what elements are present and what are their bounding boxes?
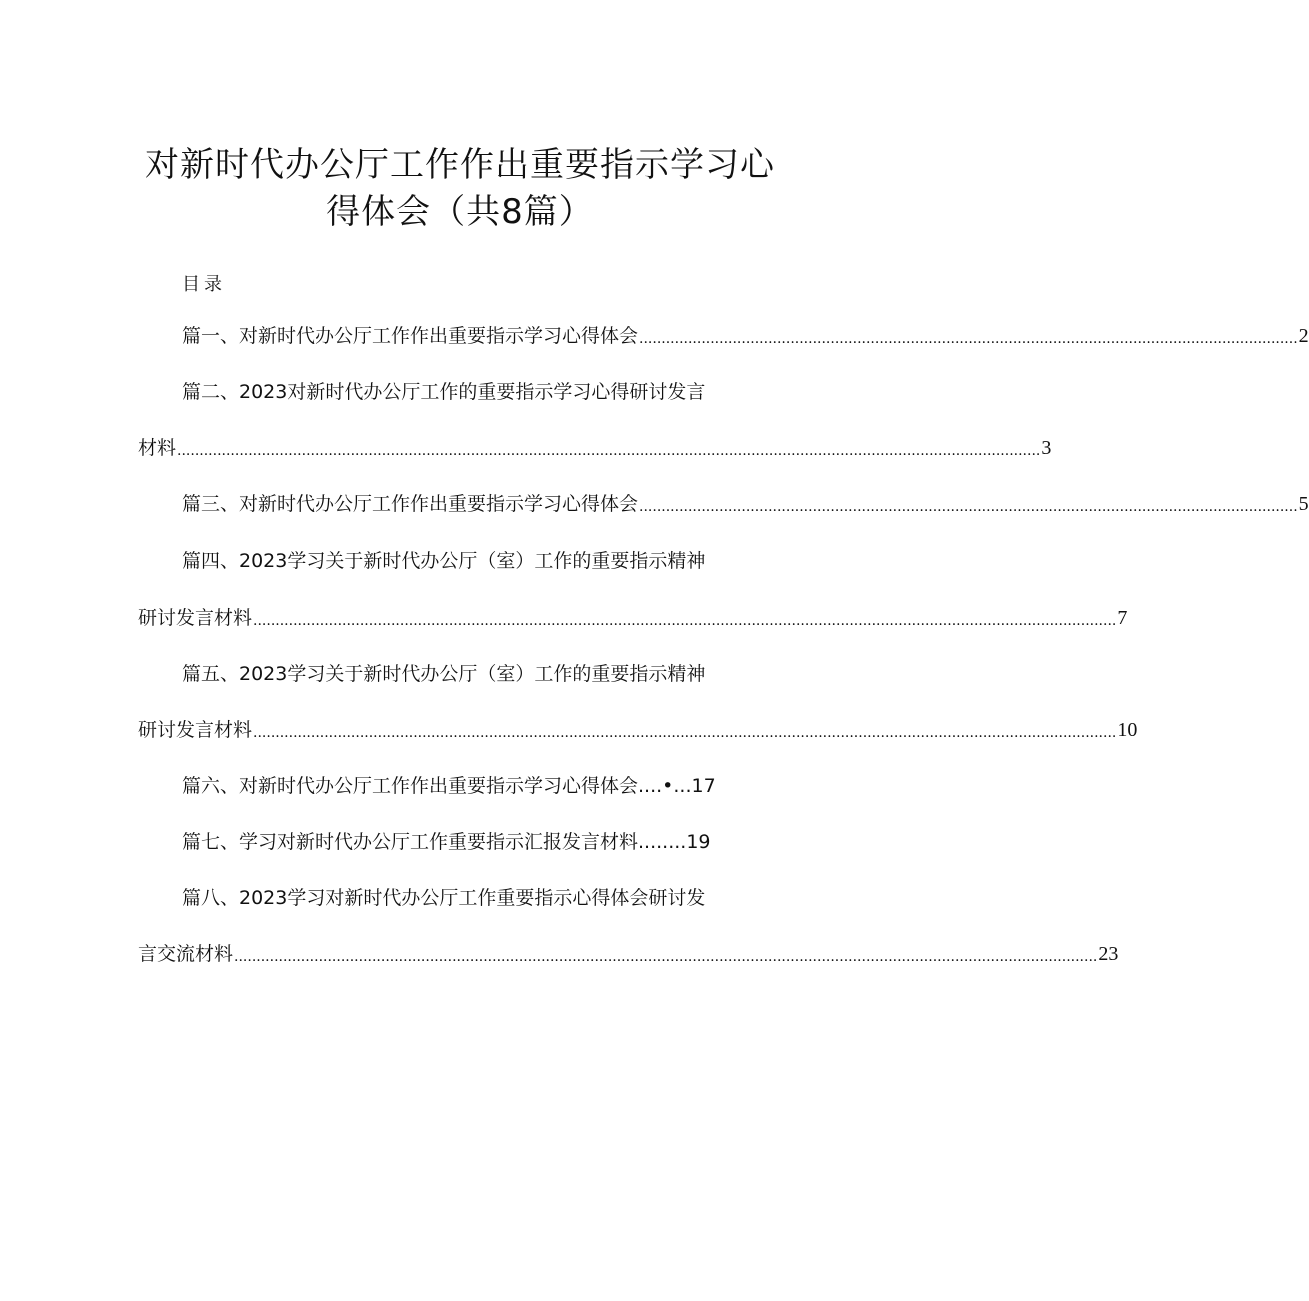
toc-entry-title: 篇七、学习对新时代办公厅工作重要指示汇报发言材料........19: [182, 831, 711, 853]
toc-heading: 目录: [182, 274, 226, 295]
toc-entry-page: 7: [1117, 607, 1128, 629]
toc-entry-4-continuation[interactable]: [138, 604, 1128, 630]
toc-entry-5-continuation[interactable]: [138, 716, 1138, 742]
toc-entry-3[interactable]: [182, 490, 1309, 516]
toc-entry-2[interactable]: [182, 378, 705, 404]
toc-entry-2-continuation[interactable]: [138, 434, 1052, 460]
toc-leader-dots: ..................................................................................................................................................................................................: [177, 443, 1041, 459]
toc-entry-title: 篇六、对新时代办公厅工作作出重要指示学习心得体会....•...17: [182, 775, 716, 797]
toc-entry-4[interactable]: [182, 547, 705, 573]
toc-entry-title: 篇八、2023学习对新时代办公厅工作重要指示心得体会研讨发: [182, 887, 706, 909]
toc-entry-title: 篇一、对新时代办公厅工作作出重要指示学习心得体会: [182, 325, 639, 347]
document-title-line-1: 对新时代办公厅工作作出重要指示学习心: [145, 145, 775, 185]
toc-entry-title-cont: 言交流材料: [138, 943, 234, 965]
toc-entry-title: 篇二、2023对新时代办公厅工作的重要指示学习心得研讨发言: [182, 381, 706, 403]
toc-entry-page: 3: [1041, 437, 1052, 459]
toc-entry-7[interactable]: [182, 828, 711, 854]
toc-entry-5[interactable]: [182, 660, 705, 686]
toc-leader-dots: ....................................................................................................................................................: [639, 331, 1298, 347]
toc-entry-title-cont: 材料: [138, 437, 177, 459]
toc-entry-title: 篇五、2023学习关于新时代办公厅（室）工作的重要指示精神: [182, 663, 706, 685]
toc-entry-6[interactable]: [182, 772, 716, 798]
toc-entry-page: 2: [1298, 325, 1309, 347]
toc-entry-page: 23: [1098, 943, 1119, 965]
toc-leader-dots: ..................................................................................................................................................................................................: [253, 725, 1117, 741]
toc-leader-dots: ....................................................................................................................................................: [639, 499, 1298, 515]
toc-entry-title: 篇三、对新时代办公厅工作作出重要指示学习心得体会: [182, 493, 639, 515]
toc-entry-8[interactable]: [182, 884, 705, 910]
toc-entry-page: 10: [1117, 719, 1138, 741]
toc-leader-dots: ..................................................................................................................................................................................................: [253, 613, 1117, 629]
toc-entry-page: 5: [1298, 493, 1309, 515]
toc-entry-title-cont: 研讨发言材料: [138, 719, 253, 741]
document-title-line-2: 得体会（共8篇）: [326, 192, 594, 232]
toc-entry-title: 篇四、2023学习关于新时代办公厅（室）工作的重要指示精神: [182, 550, 706, 572]
toc-entry-title-cont: 研讨发言材料: [138, 607, 253, 629]
toc-leader-dots: ..................................................................................................................................................................................................: [234, 949, 1098, 965]
toc-entry-8-continuation[interactable]: [138, 940, 1119, 966]
toc-entry-1[interactable]: [182, 322, 1309, 348]
